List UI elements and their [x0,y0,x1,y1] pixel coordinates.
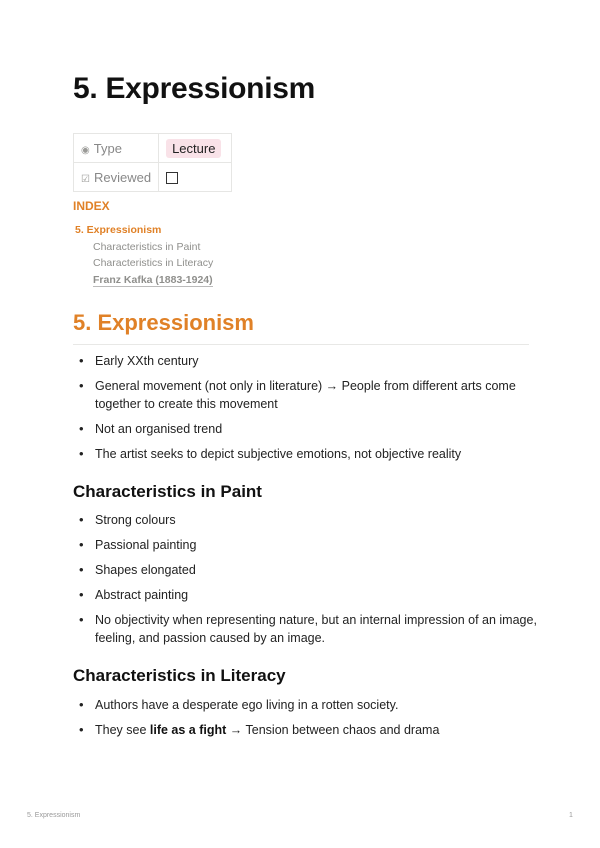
section-bullet-list [73,352,543,470]
list-item: • Authors have a desperate ego living in a rotten society. [73,696,543,714]
list-item: • Abstract painting [73,586,543,604]
property-value-reviewed[interactable] [159,163,232,192]
checkbox-icon: ☑ [81,173,90,185]
list-item: • No objectivity when representing nature, but an internal impression of an image, feeling, and passion caused by an image. [73,611,543,647]
property-row-reviewed [74,163,232,192]
list-item: • Shapes elongated [73,561,543,579]
toc-item-paint[interactable]: Characteristics in Paint [93,240,201,253]
toc-item-expressionism[interactable]: 5. Expressionism [75,224,162,236]
list-item: • Not an organised trend [73,420,543,438]
paint-heading: Characteristics in Paint [73,482,262,501]
list-item: • They see life as a fight → Tension between chaos and drama [73,721,543,739]
type-tag[interactable]: Lecture [166,139,221,158]
property-name-type: ◉ Type [74,134,159,163]
literacy-bullet-list [73,696,543,746]
table-of-contents [75,222,213,288]
list-item: • Strong colours [73,511,543,529]
property-row-type [74,134,232,163]
circle-icon: ◉ [81,144,90,156]
footer-title: 5. Expressionism [27,812,81,819]
properties-table [73,133,232,192]
list-item: • General movement (not only in literature) → People from different arts come together to create this movement [73,377,543,413]
list-item: • The artist seeks to depict subjective emotions, not objective reality [73,445,543,463]
paint-bullet-list [73,511,543,654]
bold-text: life as a fight [149,723,227,737]
index-label: INDEX [73,199,110,213]
list-item: • Early XXth century [73,352,543,370]
literacy-heading: Characteristics in Literacy [73,666,286,685]
section-heading: 5. Expressionism [73,310,529,345]
page-title: 5. Expressionism [73,72,315,105]
property-name-reviewed: ☑ Reviewed [74,163,159,192]
toc-item-kafka[interactable]: Franz Kafka (1883-1924) [93,273,213,286]
reviewed-checkbox[interactable] [166,172,178,184]
list-item: • Passional painting [73,536,543,554]
toc-item-literacy[interactable]: Characteristics in Literacy [93,257,214,269]
property-value-type[interactable] [159,134,232,163]
page-number: 1 [569,812,573,819]
